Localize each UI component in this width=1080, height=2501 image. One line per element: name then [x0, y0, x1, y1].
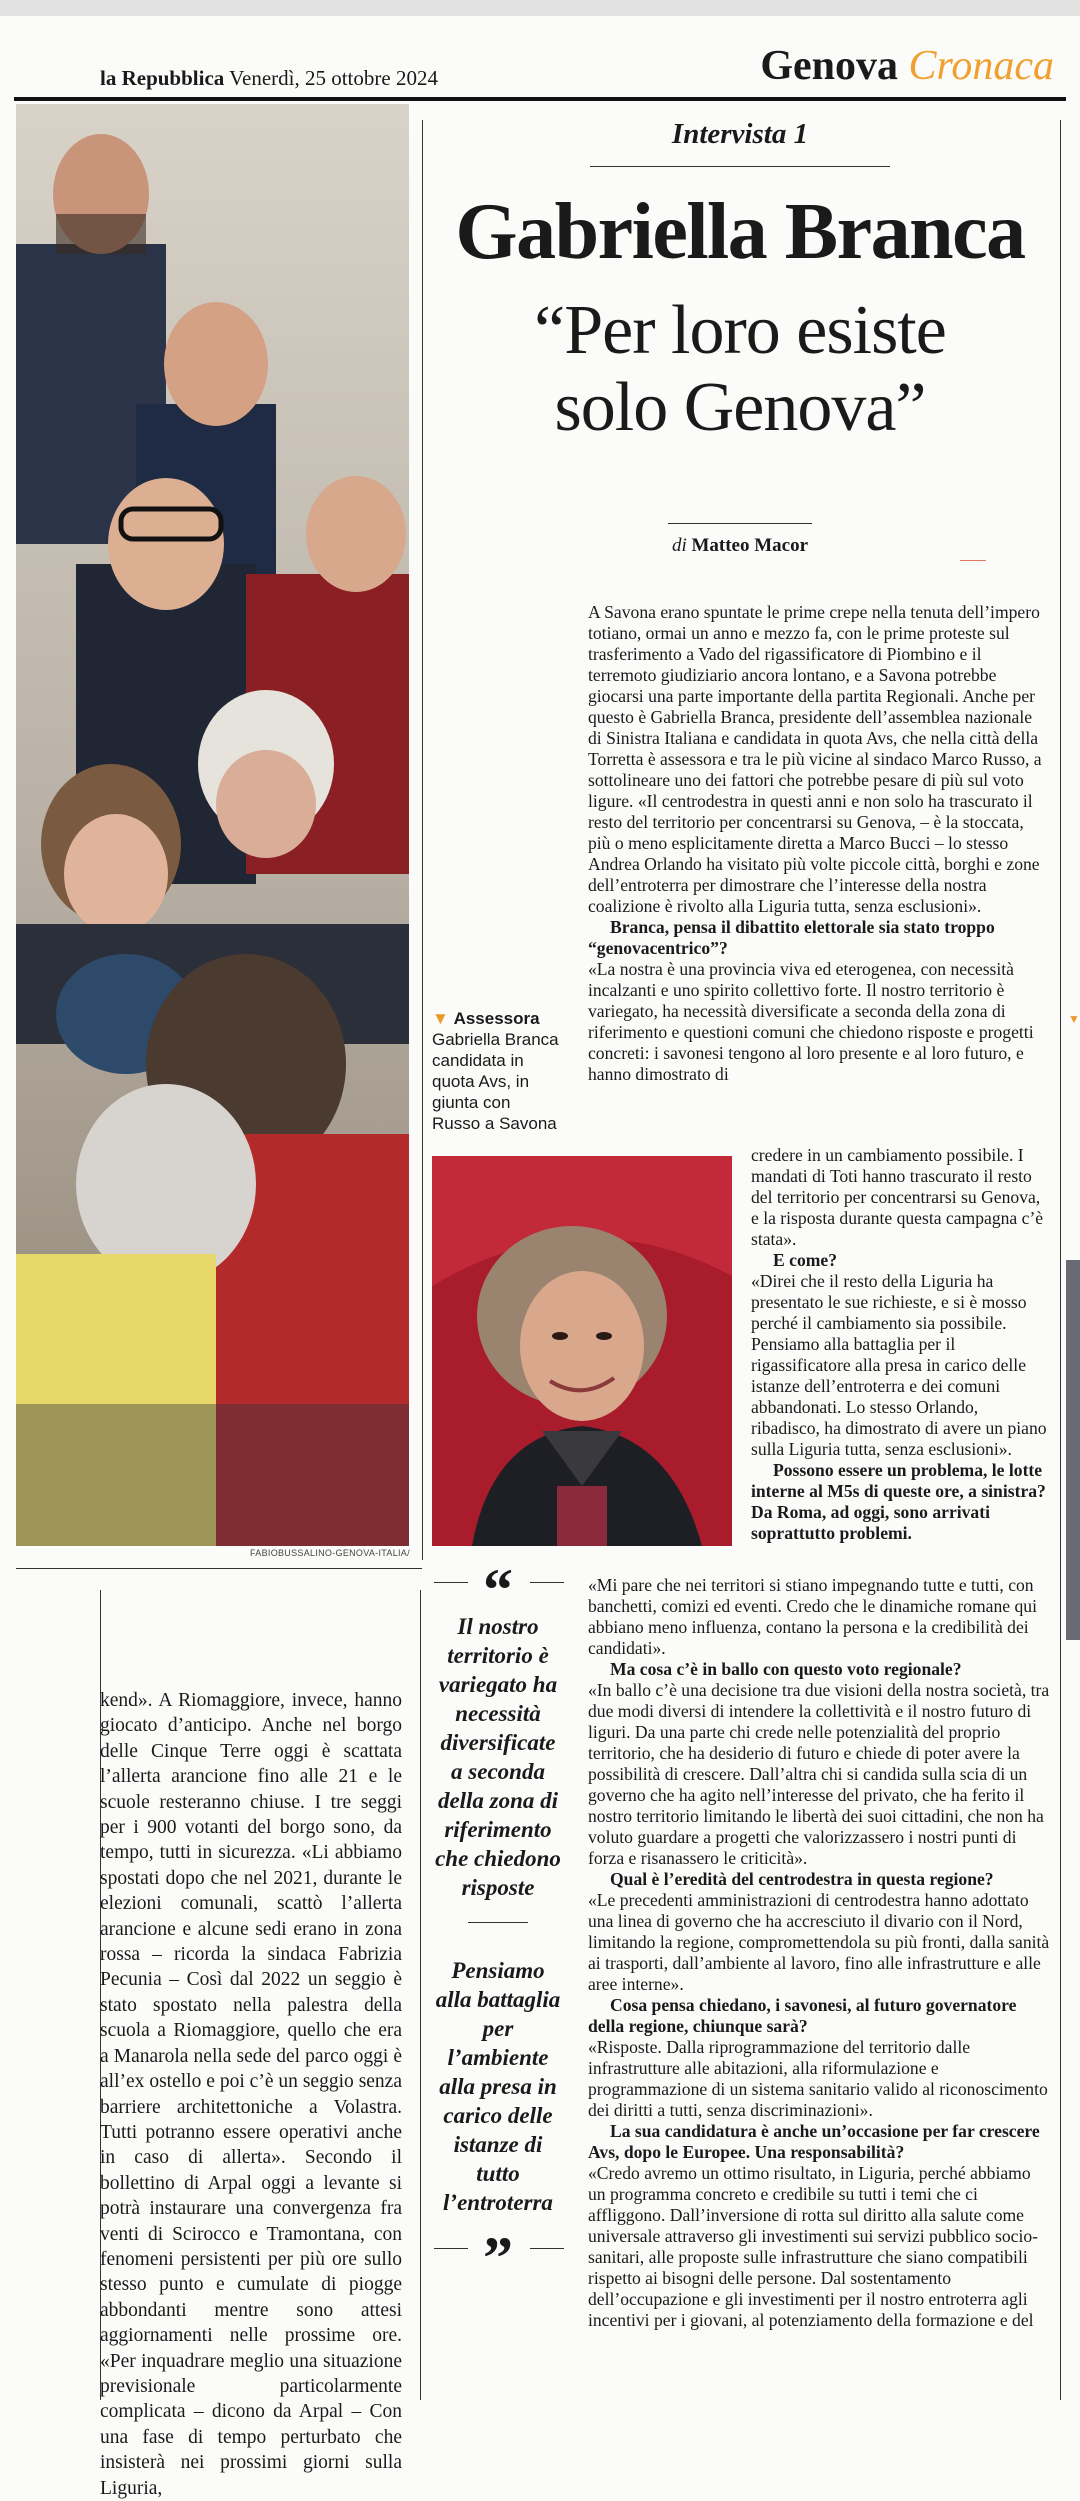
next-page-photo-fragment [1066, 1260, 1080, 1640]
article-body-lower [588, 1575, 1052, 2331]
photo-caption [432, 1008, 562, 1134]
pullquote-2: Pensiamo alla battaglia per l’ambiente alla presa in carico delle istanze di tutto l’entroterra [435, 1958, 561, 2215]
issue-date: Venerdì, 25 ottobre 2024 [229, 66, 438, 90]
answer-7: «Credo avremo un ottimo risultato, in Liguria, perché abbiamo un programma concreto e credibile su tutti i temi che ci affliggono. Dall’inversione di rotta sul diritto alla salute come universale attraverso gli investimenti sui servizi pubblico socio-sanitari, alle proposte sulle infrastrutture che siano compatibili rispetto ai bisogni delle persone. Dal sostentamento dell’occupazione e gli investimenti per il nostro entroterra agli incentivi per i giovani, al potenziamento della formazione e del [588, 2163, 1038, 2330]
caption-triangle-icon: ▼ [432, 1009, 449, 1028]
article-byline [420, 535, 1060, 557]
masthead-rule [14, 97, 1066, 101]
question-5: Qual è l’eredità del centrodestra in questa regione? [610, 1869, 994, 1889]
article-lead: A Savona erano spuntate le prime crepe nella tenuta dell’impero totiano, ormai un anno e mezzo fa, con le prime proteste sul trasferimento a Vado del rigassificatore di Piombino e il terremoto giudiziario ancora lontano, e a Savona potrebbe giocarsi una parte importante della partita Regionali. Anche per questo è Gabriella Branca, presidente dell’assemblea nazionale di Sinistra Italiana e candidata in quota Avs, che nella città della Torretta è assessora e tra le più vicine al sindaco Marco Russo, a sottolineare uno dei fattori che potrebbe pesare di più sul voto ligure. «Il centrodestra in questi anni e non solo ha trascurato il resto del territorio per concentrarsi su Genova, – è la stoccata, più o meno esplicitamente diretta a Marco Bucci – lo stesso Andrea Orlando ha visitato più volte piccole città, borghi e zone dell’entroterra per dimostrare che l’interesse della nostra coalizione è rivolto alla Liguria tutta, senza esclusioni». [588, 602, 1042, 916]
photo-credit: FABIOBUSSALINO-GENOVA-ITALIA/ [250, 1548, 410, 1558]
answer-2: «Direi che il resto della Liguria ha presentato le sue richieste, e si è mosso perché il cambiamento sia possibile. Pensiamo alla battaglia per il rigassificatore alla presa in carico delle istanze dell’entroterra e dei comuni abbandonati. Lo stesso Orlando, ribadisco, ha dimostrato di avere un piano sulla Liguria tutta, senza esclusioni». [751, 1271, 1047, 1459]
headline-underline [668, 523, 812, 524]
article-headline-quote [420, 292, 1060, 446]
pullquote-divider [468, 1922, 528, 1923]
portrait-photo [432, 1156, 732, 1546]
left-column-article [100, 1688, 402, 2501]
left-column-text: kend». A Riomaggiore, invece, hanno giocato d’anticipo. Anche nel borgo delle Cinque Terre oggi è scattata l’allerta arancione fino alle 21 e le scuole resteranno chiuse. I tre seggi per i 900 votanti del borgo sono, da tempo, tutti in sicurezza. «Li abbiamo spostati dopo che nel 2021, durante le elezioni comunali, scattò l’allerta arancione e alcune sedi erano in zona rossa – ricorda la sindaca Fabrizia Pecunia – Così dal 2022 un seggio è stato spostato nella palestra della scuola a Riomaggiore, quello che era a Manarola nella sede del parco oggi è all’ex ostello e poi c’è un seggio senza barriere architettoniche a Volastra. Tutti potranno essere operativi anche in caso di allerta». Secondo il bollettino di Arpal oggi a levante si potrà instaurare una convergenza fra venti di Scirocco e Tramontana, con fenomeni persistenti per più ore sullo stesso punto e cumulate di piogge abbondanti mentre sono attesi aggiornamenti nelle prossime ore. «Per inquadrare meglio una situazione previsionale particolarmente complicata – dicono da Arpal – Con una fase di tempo perturbato che insisterà nei prossimi giorni sulla Liguria, [100, 1690, 402, 2499]
crowd-photo-illustration [16, 104, 409, 1546]
answer-6: «Risposte. Dalla riprogrammazione del territorio dalle infrastrutture alle abitazioni, alla riformulazione e programmazione di un sistema sanitario valido al riconoscimento dei diritti a tutti, senza discriminazioni». [588, 2037, 1048, 2120]
pullquote-1: Il nostro territorio è variegato ha necessità diversificate a seconda della zona di riferimento che chiedono risposte [435, 1614, 561, 1900]
byline-accent-rule [960, 560, 986, 561]
byline-author: Matteo Macor [691, 535, 809, 556]
column-rule-right [1060, 120, 1061, 2400]
answer-5: «Le precedenti amministrazioni di centrodestra hanno adottato una linea di governo che ha accresciuto il divario con il Nord, limitando la regione, compromettendola su più fronti, dalla sanità ai trasporti, dall’ambiente al lavoro, fino alle infrastrutture e alle aree interne». [588, 1890, 1050, 1994]
headline-quote-line2: solo Genova” [554, 369, 926, 446]
kicker-underline [590, 166, 890, 167]
caption-text: Gabriella Branca candidata in quota Avs, in giunta con Russo a Savona [432, 1030, 559, 1133]
answer-1-part-2: credere in un cambiamento possibile. I mandati di Toti hanno trascurato il resto del territorio per concentrarsi su Genova, e la risposta durante questa campagna c’è stata». [751, 1145, 1044, 1249]
section-name: Cronaca [908, 43, 1054, 89]
question-1: Branca, pensa il dibattito elettorale sia stato troppo “genovacentrico”? [588, 917, 995, 958]
crowd-photo [16, 104, 409, 1546]
pullquote-open-mark: “ [483, 1557, 513, 1623]
section-title [760, 42, 1054, 90]
newspaper-brand: la Repubblica [100, 66, 225, 90]
question-4: Ma cosa c’è in ballo con questo voto regionale? [610, 1659, 962, 1679]
next-page-edge [1066, 100, 1080, 2400]
section-city: Genova [760, 43, 899, 89]
headline-quote-line1: “Per loro esiste [534, 292, 946, 369]
pullquote-close-mark: ” [483, 2225, 513, 2291]
question-6: Cosa pensa chiedano, i savonesi, al futuro governatore della regione, chiunque sarà? [588, 1995, 1017, 2036]
article-kicker: Intervista 1 [671, 118, 809, 150]
masthead [100, 66, 438, 91]
next-page-caption-triangle-icon: ▼ [1068, 1012, 1080, 1026]
portrait-illustration [432, 1156, 732, 1546]
question-3: Possono essere un problema, le lotte interne al M5s di queste ore, a sinistra? Da Roma, ad oggi, sono arrivati soprattutto problemi. [751, 1460, 1046, 1543]
answer-1-part-1: «La nostra è una provincia viva ed eterogenea, con necessità incalzanti e uno spirito collettivo forte. Il nostro territorio è variegato, ha necessità diversificate a seconda della zona di riferimento e questioni comuni che chiedono risposte e progetti concreti: i savonesi tengono al loro presente e al loro futuro, e hanno dimostrato di [588, 959, 1034, 1084]
answer-4: «In ballo c’è una decisione tra due visioni della nostra società, tra due modi diversi di intendere la collettività e il nostro futuro di liguri. Da una parte chi crede nelle potenzialità del proprio territorio, che ha desiderio di futuro e chiede di poter avere la possibilità di crescere. Dall’altra chi si candida sulla scia di un governo che ha agito nell’interesse del privato, che ha ferito il nostro territorio limitando le libertà dei suoi cittadini, che non ha voluto guardare a progetti che valorizzassero i nostri punti di forza e risanassero le criticità». [588, 1680, 1050, 1868]
photo-bottom-rule [16, 1568, 422, 1569]
question-7: La sua candidatura è anche un’occasione per far crescere Avs, dopo le Europee. Una responsabilità? [588, 2121, 1040, 2162]
article-body-upper [588, 602, 1050, 1085]
pullquote-column-rule [420, 1590, 421, 2400]
article-headline-name: Gabriella Branca [455, 188, 1025, 276]
page-top-band [0, 0, 1080, 16]
question-2: E come? [773, 1250, 838, 1270]
byline-prefix: di [671, 535, 687, 556]
caption-title: Assessora [453, 1009, 540, 1028]
article-body-middle [751, 1145, 1051, 1544]
answer-3: «Mi pare che nei territori si stiano impegnando tutte e tutti, con banchetti, comizi ed eventi. Credo che le dinamiche romane qui abbiano meno influenza, contano la persona e la credibilità dei candidati». [588, 1575, 1037, 1658]
